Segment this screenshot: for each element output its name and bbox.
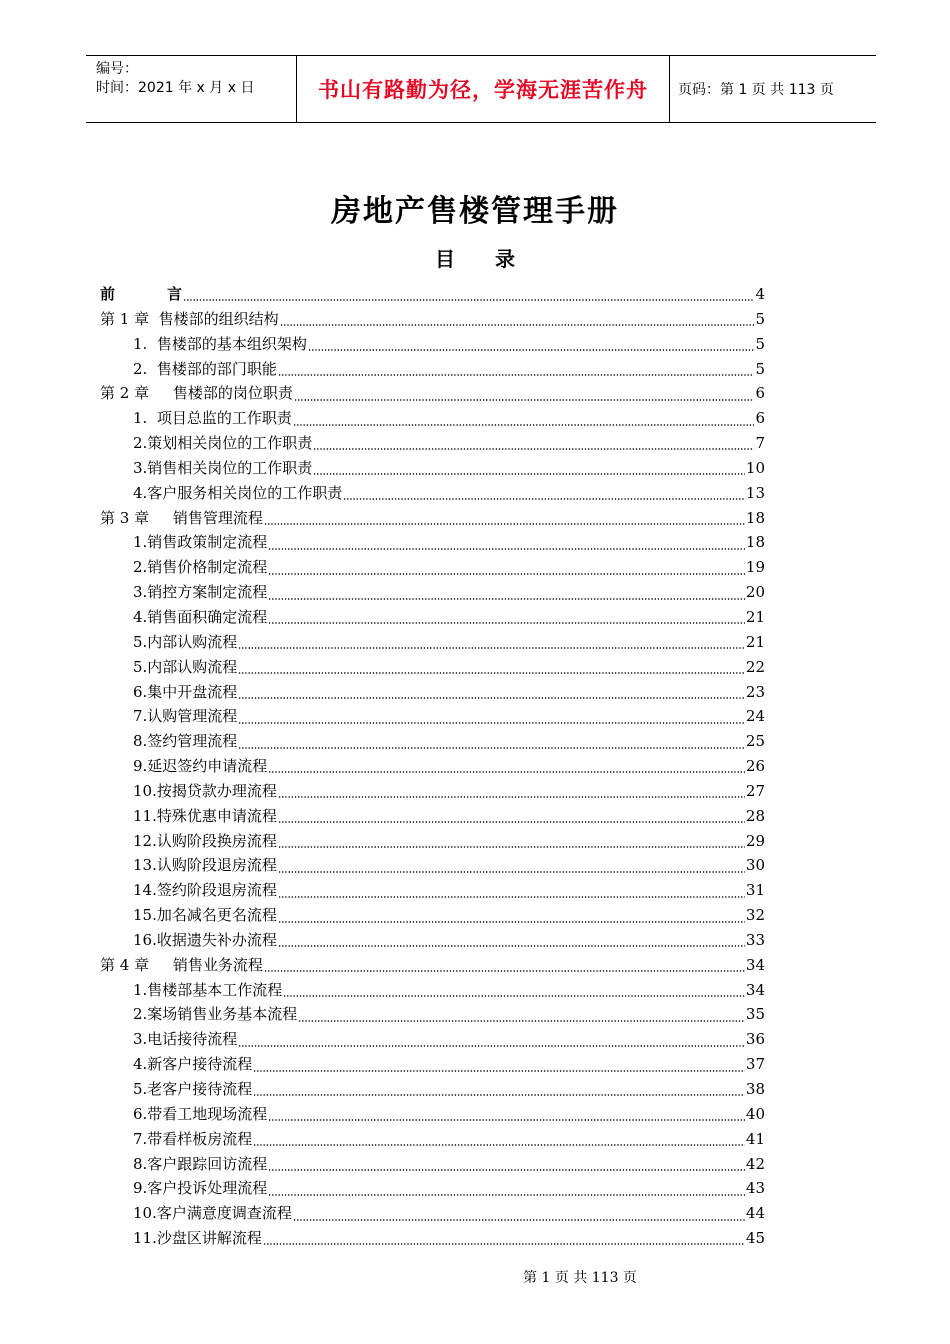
toc-entry-page: 44 (745, 1204, 765, 1223)
toc-leader-dots (293, 1218, 745, 1222)
toc-entry-label: 14.签约阶段退房流程 (133, 881, 277, 900)
toc-entry-page: 43 (745, 1179, 765, 1198)
toc-entry[interactable] (100, 1176, 765, 1201)
toc-entry-label: 1. 项目总监的工作职责 (133, 409, 292, 428)
toc-leader-dots (253, 1093, 745, 1097)
toc-entry-label: 4.销售面积确定流程 (133, 607, 268, 626)
toc-entry[interactable] (100, 655, 765, 680)
toc-entry[interactable] (100, 580, 765, 605)
toc-entry-page: 18 (745, 533, 765, 552)
toc-entry[interactable] (100, 1226, 765, 1251)
toc-entry-label: 9.延迟签约申请流程 (133, 757, 268, 776)
toc-entry-page: 40 (745, 1104, 765, 1123)
toc-leader-dots (278, 820, 745, 824)
toc-entry-label: 9.客户投诉处理流程 (133, 1179, 268, 1198)
toc-entry[interactable] (100, 630, 765, 655)
toc-leader-dots (238, 696, 745, 700)
page-footer: 第 1 页 共 113 页 (523, 1270, 637, 1286)
toc-entry-page: 6 (755, 409, 765, 428)
toc-entry-page: 7 (755, 434, 765, 453)
toc-leader-dots (313, 472, 745, 476)
toc-entry-page: 22 (745, 657, 765, 676)
toc-entry-label: 5.老客户接待流程 (133, 1080, 253, 1098)
toc-entry-label: 8.签约管理流程 (133, 732, 238, 751)
toc-entry-page: 6 (755, 384, 765, 403)
toc-entry-label: 第 2 章 售楼部的岗位职责 (100, 384, 293, 403)
toc-entry[interactable] (100, 804, 765, 829)
toc-entry-label: 6.集中开盘流程 (133, 682, 238, 701)
toc-entry-label: 7.带看样板房流程 (133, 1129, 253, 1148)
toc-leader-dots (278, 870, 745, 874)
toc-leader-dots (293, 423, 755, 427)
toc-entry[interactable] (100, 1102, 765, 1127)
toc-leader-dots (283, 994, 745, 998)
toc-leader-dots (343, 497, 745, 501)
toc-leader-dots (238, 671, 745, 675)
toc-entry[interactable] (100, 381, 765, 406)
table-of-contents (100, 282, 765, 1251)
toc-entry-page: 4 (755, 285, 765, 303)
toc-entry[interactable] (100, 1077, 765, 1102)
toc-entry-page: 20 (745, 583, 765, 602)
toc-entry-page: 36 (745, 1030, 765, 1049)
toc-leader-dots (264, 969, 745, 973)
toc-entry-page: 5 (755, 309, 765, 328)
toc-entry-page: 5 (755, 334, 765, 353)
toc-entry-page: 35 (745, 1005, 765, 1024)
toc-leader-dots (264, 522, 745, 526)
toc-leader-dots (268, 1168, 745, 1172)
toc-leader-dots (278, 944, 745, 948)
toc-entry-page: 41 (745, 1129, 765, 1148)
toc-entry[interactable] (100, 1052, 765, 1077)
toc-entry-page: 24 (745, 707, 765, 726)
toc-entry-label: 2.销售价格制定流程 (133, 558, 268, 577)
toc-leader-dots (238, 1044, 745, 1048)
toc-entry-label: 5.内部认购流程 (133, 632, 238, 651)
toc-leader-dots (308, 348, 755, 352)
toc-entry-label: 12.认购阶段换房流程 (133, 831, 277, 850)
toc-entry-page: 30 (745, 856, 765, 875)
toc-leader-dots (183, 298, 754, 302)
toc-entry-label: 4.客户服务相关岗位的工作职责 (133, 483, 343, 502)
toc-leader-dots (238, 721, 745, 725)
toc-entry[interactable] (100, 431, 765, 456)
toc-entry-label: 15.加名减名更名流程 (133, 906, 277, 925)
toc-entry-page: 28 (745, 806, 765, 825)
toc-entry-label: 10.按揭贷款办理流程 (133, 781, 277, 800)
toc-leader-dots (268, 547, 745, 551)
toc-entry[interactable] (100, 481, 765, 506)
toc-entry[interactable] (100, 406, 765, 431)
toc-entry-page: 26 (745, 757, 765, 776)
toc-entry[interactable] (100, 1127, 765, 1152)
toc-entry-label: 3.销控方案制定流程 (133, 583, 268, 602)
document-time-label: 时间：2021 年 x 月 x 日 (96, 80, 255, 96)
toc-entry-label: 7.认购管理流程 (133, 707, 238, 726)
toc-entry-label: 10.客户满意度调查流程 (133, 1204, 292, 1223)
toc-entry-page: 21 (745, 632, 765, 651)
toc-entry-page: 19 (745, 558, 765, 577)
toc-entry[interactable] (100, 978, 765, 1003)
toc-entry[interactable] (100, 903, 765, 928)
toc-entry[interactable] (100, 506, 765, 531)
toc-entry[interactable] (100, 853, 765, 878)
toc-entry-page: 42 (745, 1154, 765, 1173)
toc-entry-page: 13 (745, 483, 765, 502)
toc-leader-dots (298, 1019, 745, 1023)
toc-entry[interactable] (100, 307, 765, 332)
toc-entry[interactable] (100, 754, 765, 779)
toc-entry[interactable] (100, 953, 765, 978)
toc-entry-label: 第 1 章 售楼部的组织结构 (100, 309, 279, 328)
toc-leader-dots (268, 572, 745, 576)
toc-entry-label: 前言 (100, 285, 183, 303)
toc-entry[interactable] (100, 1027, 765, 1052)
toc-entry-label: 6.带看工地现场流程 (133, 1104, 268, 1123)
toc-entry-label: 4.新客户接待流程 (133, 1055, 253, 1074)
toc-entry-label: 2.案场销售业务基本流程 (133, 1005, 298, 1024)
toc-entry-label: 2. 售楼部的部门职能 (133, 359, 277, 378)
toc-entry-page: 34 (745, 955, 765, 974)
toc-entry[interactable] (100, 332, 765, 357)
toc-leader-dots (253, 1069, 745, 1073)
toc-entry-page: 32 (745, 906, 765, 925)
toc-entry-label: 3.销售相关岗位的工作职责 (133, 458, 313, 477)
toc-leader-dots (278, 795, 745, 799)
toc-entry[interactable] (100, 605, 765, 630)
toc-entry[interactable] (100, 1152, 765, 1177)
toc-entry[interactable] (100, 779, 765, 804)
toc-leader-dots (294, 398, 755, 402)
toc-leader-dots (268, 1118, 745, 1122)
toc-leader-dots (278, 895, 745, 899)
toc-leader-dots (238, 746, 745, 750)
toc-entry-page: 21 (745, 607, 765, 626)
toc-leader-dots (280, 323, 755, 327)
toc-leader-dots (268, 597, 745, 601)
toc-entry-label: 8.客户跟踪回访流程 (133, 1154, 268, 1173)
toc-entry-label: 第 4 章 销售业务流程 (100, 955, 263, 974)
toc-entry[interactable] (100, 829, 765, 854)
toc-entry[interactable] (100, 1002, 765, 1027)
toc-entry-page: 31 (745, 881, 765, 900)
toc-entry-label: 第 3 章 销售管理流程 (100, 508, 263, 527)
toc-entry-page: 34 (745, 980, 765, 999)
toc-entry-page: 45 (745, 1229, 765, 1248)
toc-entry[interactable] (100, 729, 765, 754)
toc-entry-page: 25 (745, 732, 765, 751)
toc-entry-page: 37 (745, 1055, 765, 1074)
toc-entry-label: 5.内部认购流程 (133, 657, 238, 676)
toc-entry[interactable] (100, 878, 765, 903)
toc-entry-page: 33 (745, 930, 765, 949)
toc-entry-label: 1.售楼部基本工作流程 (133, 980, 283, 999)
toc-entry-page: 23 (745, 682, 765, 701)
header-motto: 书山有路勤为径，学海无涯苦作舟 (296, 56, 670, 122)
toc-entry-page: 10 (745, 458, 765, 477)
toc-heading: 目录 (435, 247, 555, 271)
toc-entry-label: 16.收据遗失补办流程 (133, 930, 277, 949)
toc-leader-dots (278, 845, 745, 849)
toc-entry-page: 38 (745, 1080, 765, 1098)
toc-leader-dots (313, 447, 754, 451)
page-header (86, 55, 876, 123)
toc-entry-page: 27 (745, 781, 765, 800)
toc-entry[interactable] (100, 928, 765, 953)
header-page-info: 页码：第 1 页 共 113 页 (678, 82, 834, 98)
toc-entry-label: 11.特殊优惠申请流程 (133, 806, 277, 825)
toc-entry-label: 1. 售楼部的基本组织架构 (133, 334, 307, 353)
toc-leader-dots (278, 920, 745, 924)
toc-entry[interactable] (100, 555, 765, 580)
toc-leader-dots (268, 621, 745, 625)
toc-entry-label: 2.策划相关岗位的工作职责 (133, 434, 313, 453)
toc-leader-dots (253, 1143, 745, 1147)
toc-leader-dots (238, 646, 745, 650)
toc-entry-page: 29 (745, 831, 765, 850)
toc-entry[interactable] (100, 456, 765, 481)
document-title: 房地产售楼管理手册 (331, 194, 619, 229)
toc-entry[interactable] (100, 704, 765, 729)
toc-leader-dots (263, 1242, 745, 1246)
toc-leader-dots (278, 373, 755, 377)
toc-leader-dots (268, 1193, 745, 1197)
toc-entry[interactable] (100, 282, 765, 307)
toc-entry-label: 3.电话接待流程 (133, 1030, 238, 1049)
toc-entry[interactable] (100, 680, 765, 705)
toc-entry-label: 1.销售政策制定流程 (133, 533, 268, 552)
toc-entry[interactable] (100, 530, 765, 555)
toc-entry[interactable] (100, 1201, 765, 1226)
document-number-label: 编号： (96, 61, 138, 77)
toc-entry-label: 13.认购阶段退房流程 (133, 856, 277, 875)
header-meta (86, 56, 296, 122)
toc-entry-page: 5 (755, 359, 765, 378)
toc-entry-label: 11.沙盘区讲解流程 (133, 1229, 262, 1248)
toc-entry-page: 18 (745, 508, 765, 527)
toc-entry[interactable] (100, 357, 765, 382)
toc-leader-dots (268, 770, 745, 774)
